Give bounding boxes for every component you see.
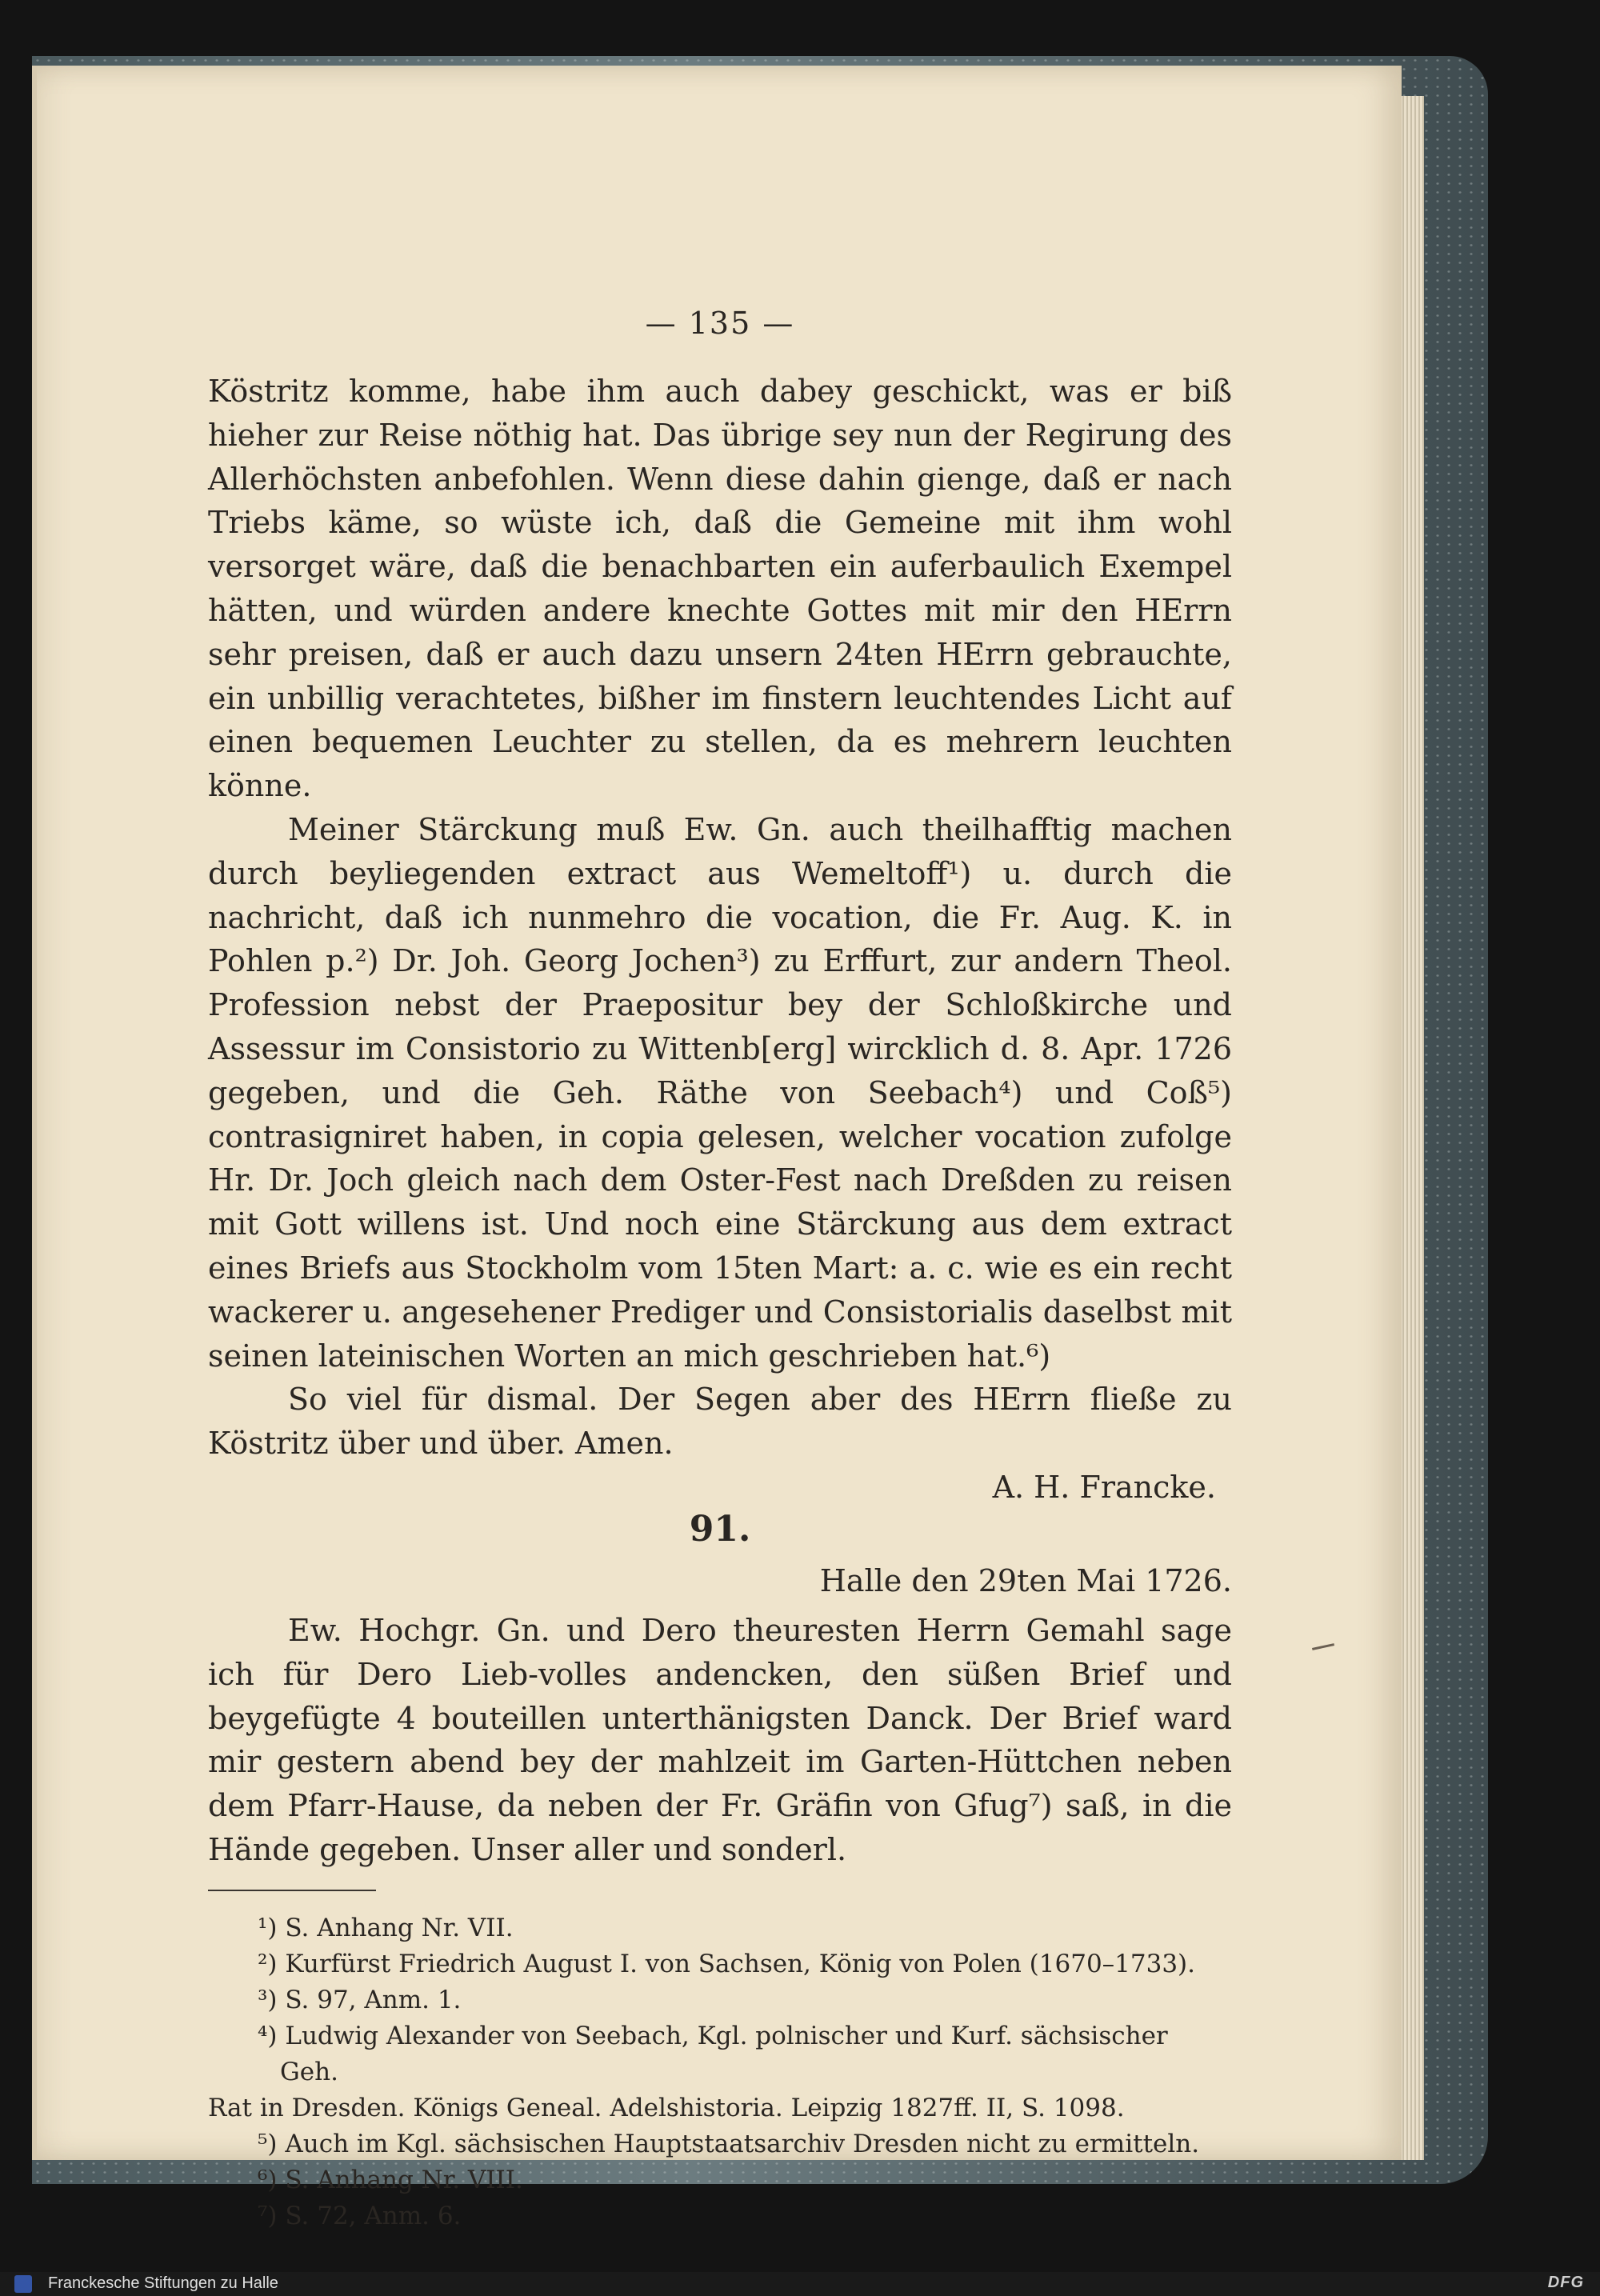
footnote-continuation: Rat in Dresden. Königs Geneal. Adelshistoria. Leipzig 1827ff. II, S. 1098.: [208, 2093, 1125, 2122]
book-page: [32, 66, 1402, 2230]
footnote: ¹) S. Anhang Nr. VII.: [258, 1913, 514, 1942]
institution-name: Franckesche Stiftungen zu Halle: [48, 2274, 278, 2292]
footnote: ²) Kurfürst Friedrich August I. von Sachsen, König von Polen (1670–1733).: [258, 1949, 1196, 1978]
page-number: — 135 —: [645, 306, 795, 341]
paragraph: So viel für dismal. Der Segen aber des HErrn fließe zu Köstritz über und über. Amen.: [208, 1382, 1232, 1462]
paragraph: Meiner Stärckung muß Ew. Gn. auch theilhafftig machen durch beyliegenden extract aus Wemeltoff¹) u. durch die nachricht, daß ich nunmehro die vocation, die Fr. Aug. K. in Pohlen p.²) Dr. Joh. Georg Jochen³) zu Erffurt, zur andern Theol. Profession nebst der Praepositur bey der Schloßkirche und Assessur im Consistorio zu Wittenb[erg] wircklich d. 8. Apr. 1726 gegeben, und die Geh. Räthe von Seebach⁴) und Coß⁵) contrasigniret haben, in copia gelesen, welcher vocation zufolge Hr. Dr. Joch gleich nach dem Oster-Fest nach Dreßden zu reisen mit Gott willens ist. Und noch eine Stärckung aus dem extract eines Briefs aus Stockholm vom 15ten Mart: a. c. wie es ein recht wackerer u. angesehener Prediger und Consistorialis daselbst mit seinen lateinischen Worten an mich geschrieben hat.⁶): [208, 811, 1232, 1374]
footnote: ³) S. 97, Anm. 1.: [258, 1985, 462, 2014]
footer-bar: [0, 2272, 1600, 2296]
footnote: ⁴) Ludwig Alexander von Seebach, Kgl. polnischer und Kurf. sächsischer Geh.: [258, 2021, 1168, 2086]
letter-number: 91.: [689, 1508, 751, 1550]
paragraph: Köstritz komme, habe ihm auch dabey geschickt, was er biß hieher zur Reise nöthig hat. Das übrige sey nun der Regirung des Allerhöchsten anbefohlen. Wenn diese dahin gienge, daß er nach Triebs käme, so wüste ich, daß die Gemeine mit ihm wohl versorget wäre, daß die benachbarten ein auferbaulich Exempel hätten, und würden andere knechte Gottes mit mir den HErrn sehr preisen, daß er auch dazu unsern 24ten HErrn gebrauchte, ein unbillig verachtetes, bißher im finstern leuchtendes Licht auf einen bequemen Leuchter zu stellen, da es mehrern leuchten könne.: [208, 374, 1232, 804]
margin-mark: [1312, 1643, 1334, 1650]
institution-logo-icon: [14, 2275, 32, 2293]
dateline: Halle den 29ten Mai 1726.: [819, 1562, 1232, 1598]
footnote-rule: [208, 1890, 376, 1891]
gutter: [32, 66, 37, 2160]
footnotes: [208, 1910, 1232, 2234]
dfg-logo: DFG: [1547, 2274, 1584, 2291]
footnote: ⁷) S. 72, Anm. 6.: [258, 2201, 462, 2230]
signature: A. H. Francke.: [992, 1469, 1216, 1505]
page-body: [208, 234, 1232, 2234]
letter-paragraph: Ew. Hochgr. Gn. und Dero theuresten Herrn Gemahl sage ich für Dero Lieb-volles andencken, den süßen Brief und beygefügte 4 bouteillen unterthänigsten Danck. Der Brief ward mir gestern abend bey der mahlzeit im Garten-Hüttchen neben dem Pfarr-Hause, da neben der Fr. Gräfin von Gfug⁷) saß, in die Hände gegeben. Unser aller und sonderl.: [208, 1612, 1232, 1867]
footnote: ⁶) S. Anhang Nr. VIII.: [258, 2165, 523, 2194]
footnote: ⁵) Auch im Kgl. sächsischen Hauptstaatsarchiv Dresden nicht zu ermitteln.: [258, 2129, 1200, 2158]
